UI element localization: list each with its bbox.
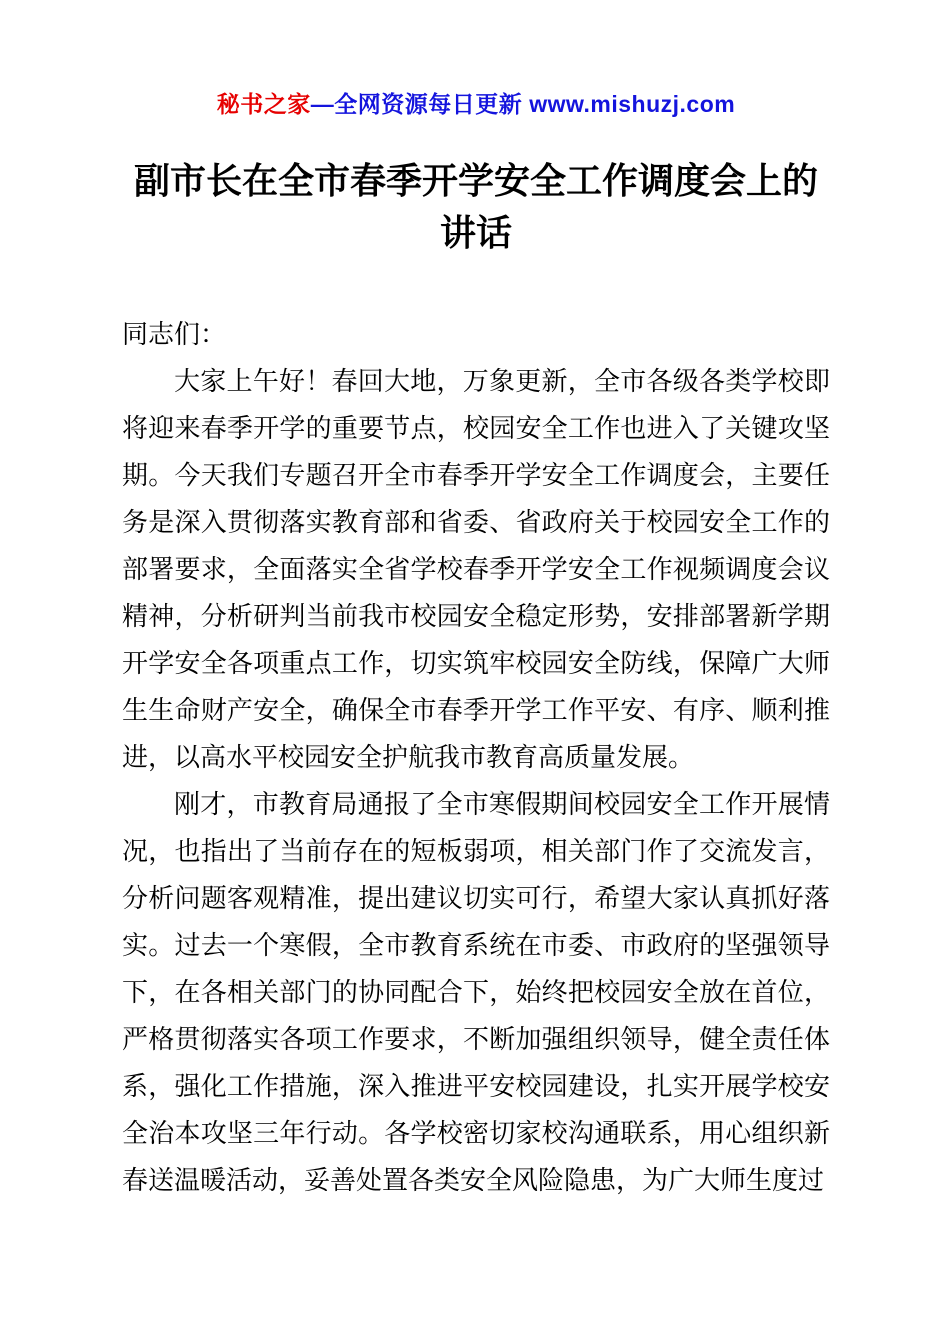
document-title: 副市长在全市春季开学安全工作调度会上的讲话 (133, 160, 818, 254)
site-url-link[interactable]: www.mishuzj.com (529, 91, 736, 117)
site-tagline: —全网资源每日更新 (310, 91, 530, 117)
document-body (122, 311, 830, 1204)
site-header (122, 86, 830, 119)
site-name: 秘书之家 (216, 91, 311, 117)
paragraph-1: 大家上午好！春回大地，万象更新，全市各级各类学校即将迎来春季开学的重要节点，校园安全工作也进入了关键攻坚期。今天我们专题召开全市春季开学安全工作调度会，主要任务是深入贯彻落实教育部和省委、省政府关于校园安全工作的部署要求，全面落实全省学校春季开学安全工作视频调度会议精神，分析研判当前我市校园安全稳定形势，安排部署新学期开学安全各项重点工作，切实筑牢校园安全防线，保障广大师生生命财产安全，确保全市春季开学工作平安、有序、顺利推进，以高水平校园安全护航我市教育高质量发展。 (122, 366, 830, 773)
paragraph-2: 刚才，市教育局通报了全市寒假期间校园安全工作开展情况，也指出了当前存在的短板弱项，相关部门作了交流发言，分析问题客观精准，提出建议切实可行，希望大家认真抓好落实。过去一个寒假，全市教育系统在市委、市政府的坚强领导下，在各相关部门的协同配合下，始终把校园安全放在首位，严格贯彻落实各项工作要求，不断加强组织领导，健全责任体系，强化工作措施，深入推进平安校园建设，扎实开展学校安全治本攻坚三年行动。各学校密切家校沟通联系，用心组织新春送温暖活动，妥善处置各类安全风险隐患，为广大师生度过 (122, 789, 830, 1196)
salutation: 同志们： (122, 319, 227, 350)
